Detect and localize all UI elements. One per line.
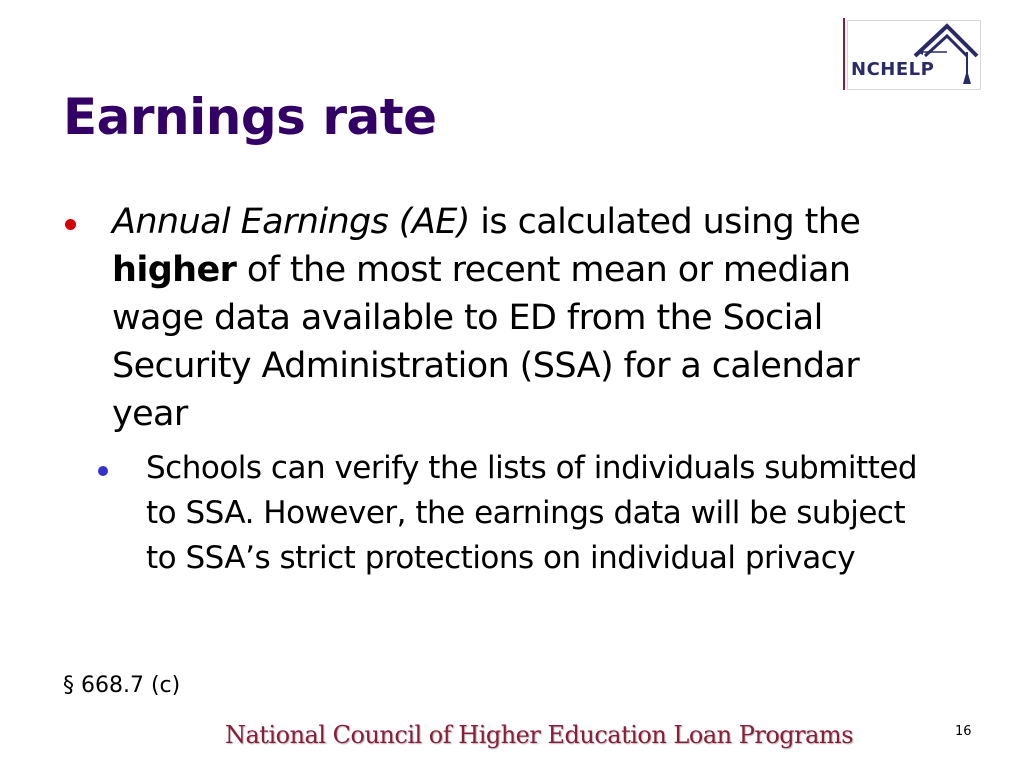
term-higher: higher [112, 250, 237, 290]
bullet-annual-earnings [112, 198, 912, 438]
bullet-schools-verify: Schools can verify the lists of individuals submitted to SSA. However, the earnings data will be subject to SSA’s strict protections on individual privacy [146, 450, 918, 576]
term-annual-earnings: Annual Earnings (AE) [112, 202, 470, 242]
bullet-dot-primary [65, 219, 76, 230]
bullet1-text-b: of the most recent mean or median wage data available to ED from the Social Security Administration (SSA) for a calendar year [112, 250, 860, 434]
page-number: 16 [955, 724, 972, 739]
regulation-citation: § 668.7 (c) [63, 673, 181, 698]
slide-title: Earnings rate [63, 88, 437, 146]
bullet-dot-secondary [98, 466, 108, 476]
logo-text: NCHELP [851, 59, 935, 80]
bullet1-text-a: is calculated using the [469, 202, 861, 242]
footer-organization: National Council of Higher Education Loan Programs [225, 721, 854, 749]
nchelp-logo [843, 18, 981, 90]
